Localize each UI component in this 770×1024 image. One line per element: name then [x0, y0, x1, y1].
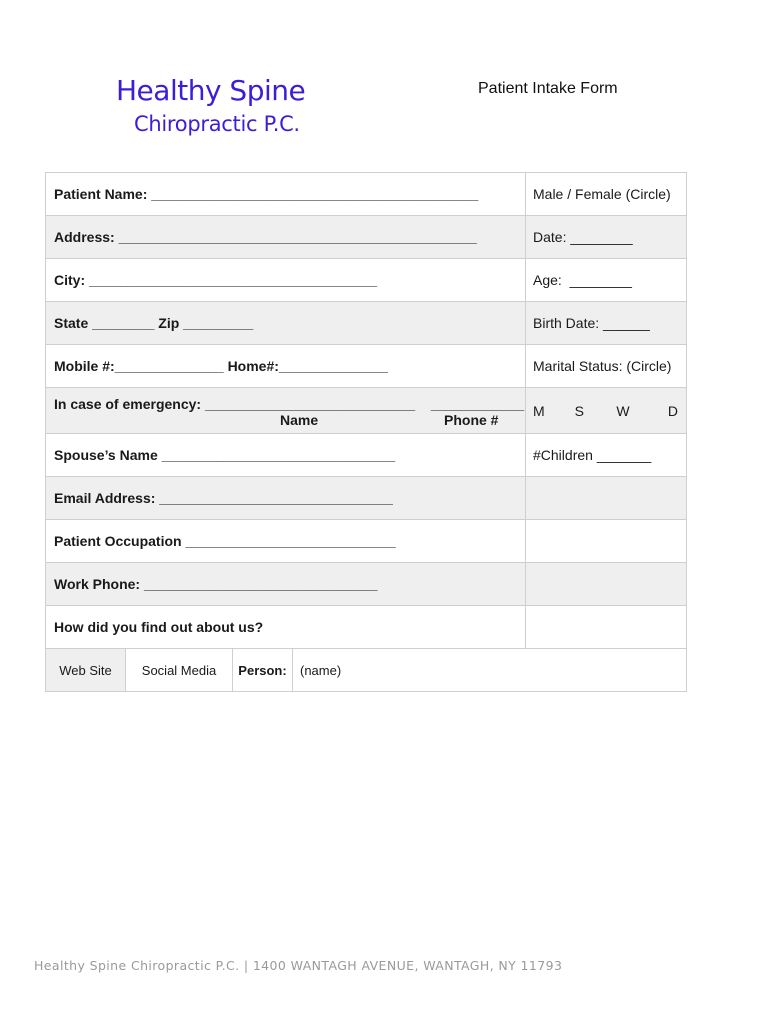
state-zip-field[interactable]: State ________ Zip _________ — [46, 302, 526, 344]
row-email — [46, 477, 686, 520]
row-patient-name — [46, 173, 686, 216]
emergency-label: In case of emergency: ___________________________ ____________ — [54, 396, 525, 412]
phones-field[interactable]: Mobile #:______________ Home#:______________ — [46, 345, 526, 387]
form-title: Patient Intake Form — [478, 80, 618, 97]
empty-cell — [526, 477, 686, 519]
city-field[interactable]: City: _____________________________________ — [46, 259, 526, 301]
logo-healthy-spine: Healthy Spine — [116, 74, 306, 107]
empty-cell — [526, 520, 686, 562]
age-field[interactable]: Age: ________ — [533, 272, 632, 288]
row-state-zip — [46, 302, 686, 345]
row-address — [46, 216, 686, 259]
row-referral-question — [46, 606, 686, 649]
patient-name-field[interactable]: Patient Name: __________________________________________ — [46, 173, 526, 215]
row-spouse — [46, 434, 686, 477]
referral-person-name-field[interactable]: (name) — [300, 662, 342, 678]
marital-option-m[interactable]: M — [533, 402, 545, 419]
row-work-phone — [46, 563, 686, 606]
row-occupation — [46, 520, 686, 563]
children-field[interactable]: #Children _______ — [533, 447, 652, 463]
marital-options-cell — [526, 388, 686, 433]
gender-field[interactable]: Male / Female (Circle) — [533, 186, 671, 202]
date-field[interactable]: Date: ________ — [533, 229, 633, 245]
marital-option-w[interactable]: W — [616, 402, 630, 419]
referral-web-site[interactable]: Web Site — [46, 649, 126, 691]
marital-option-s[interactable]: S — [574, 402, 584, 419]
empty-cell — [526, 606, 686, 648]
work-phone-field[interactable]: Work Phone: ______________________________ — [46, 563, 526, 605]
referral-social-media[interactable]: Social Media — [126, 649, 233, 691]
referral-person-label: Person: — [233, 649, 293, 691]
marital-status-label: Marital Status: (Circle) — [533, 358, 672, 374]
emergency-phone-caption: Phone # — [444, 412, 499, 428]
marital-option-d[interactable]: D — [667, 402, 678, 419]
row-emergency — [46, 388, 686, 434]
emergency-field[interactable] — [46, 388, 526, 433]
occupation-field[interactable]: Patient Occupation ___________________________ — [46, 520, 526, 562]
page-footer: Healthy Spine Chiropractic P.C. | 1400 WANTAGH AVENUE, WANTAGH, NY 11793 — [34, 958, 563, 973]
emergency-name-caption: Name — [280, 412, 319, 428]
referral-question: How did you find out about us? — [46, 606, 526, 648]
empty-cell — [526, 563, 686, 605]
birth-date-field[interactable]: Birth Date: ______ — [533, 315, 650, 331]
address-field[interactable]: Address: ______________________________________________ — [46, 216, 526, 258]
row-phones — [46, 345, 686, 388]
email-field[interactable]: Email Address: ______________________________ — [46, 477, 526, 519]
logo-chiropractic-pc: Chiropractic P.C. — [134, 112, 300, 136]
row-referral-options — [46, 649, 686, 692]
row-city — [46, 259, 686, 302]
spouse-name-field[interactable]: Spouse’s Name ______________________________ — [46, 434, 526, 476]
intake-form-table — [45, 172, 687, 692]
